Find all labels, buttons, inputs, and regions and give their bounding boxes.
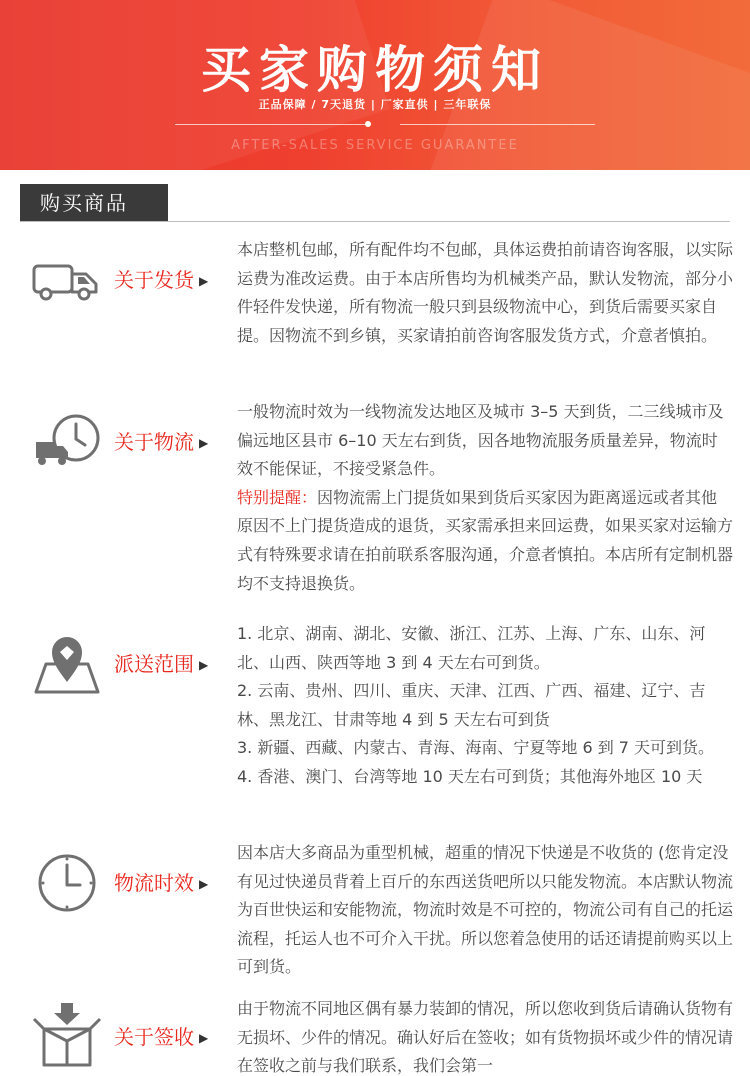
special-notice-label: 特别提醒： (237, 487, 318, 507)
row-description: 由于物流不同地区偶有暴力装卸的情况，所以您收到货后请确认货物有无损坏、少件的情况。确认好后在签收；如有货物损坏或少件的情况请在签收之前与我们联系，我们会第一 (237, 999, 734, 1076)
delivery-truck-icon (30, 250, 104, 314)
banner-divider (400, 124, 595, 125)
arrow-right-icon: ▶ (199, 658, 209, 672)
section-title: 购买商品 (20, 184, 168, 222)
row-description: 1. 北京、湖南、湖北、安徽、浙江、江苏、上海、广东、山东、河北、山西、陕西等地 3 到 4 天左右可到货。 2. 云南、贵州、四川、重庆、天津、江西、广西、福建、辽宁、吉林、黑龙江、甘肃等地 4 到 5 天左右可到货 3. 新疆、西藏、内蒙古、青海、海南、宁夏等地 6 到 7 天可到货。 4. 香港、澳门、台湾等地 10 天左右可到货；其他海外地区 10 天 (237, 624, 715, 786)
truck-clock-icon (30, 408, 104, 472)
banner-english-caption: AFTER-SALES SERVICE GUARANTEE (231, 138, 519, 153)
row-label: 关于签收 ▶ (114, 1025, 209, 1049)
row-label: 关于发货 ▶ (114, 268, 209, 292)
row-label: 物流时效 ▶ (114, 871, 209, 895)
row-description: 一般物流时效为一线物流发达地区及城市 3–5 天到货，二三线城市及偏远地区县市 6–10 天左右到货，因各地物流服务质量差异，物流时效不能保证，不接受紧急件。 特别提醒：因物流需上门提货如果到货后买家因为距离遥远或者其他原因不上门提货造成的退货，买家需承担来回运费，如果买家对运输方式有特殊要求请在拍前联系客服沟通，介意者慎拍。本店所有定制机器均不支持退换货。 (237, 402, 734, 593)
row-label: 派送范围 ▶ (114, 652, 209, 676)
page-title: 买家购物须知 (201, 40, 549, 99)
arrow-right-icon: ▶ (199, 877, 209, 891)
row-label: 关于物流 ▶ (114, 430, 209, 454)
arrow-right-icon: ▶ (199, 274, 209, 288)
package-box-icon (30, 1001, 104, 1065)
banner-subtitle: 正品保障 / 7天退货 | 厂家直供 | 三年联保 (258, 98, 492, 111)
special-notice-text: 因物流需上门提货如果到货后买家因为距离遥远或者其他原因不上门提货造成的退货，买家需承担来回运费，如果买家对运输方式有特殊要求请在拍前联系客服沟通，介意者慎拍。本店所有定制机器均不支持退换货。 (237, 487, 734, 593)
banner-divider (175, 124, 370, 125)
arrow-right-icon: ▶ (199, 436, 209, 450)
map-pin-icon (30, 630, 104, 694)
row-description: 因本店大多商品为重型机械，超重的情况下快递是不收货的 (您肯定没有见过快递员背着上百斤的东西送货吧所以只能发物流。本店默认物流为百世快运和安能物流，物流时效是不可控的，物流公司有自己的托运流程，托运人也不可介入干扰。所以您着急使用的话还请提前购买以上可到货。 (237, 843, 734, 977)
clock-icon (30, 851, 104, 915)
arrow-right-icon: ▶ (199, 1031, 209, 1045)
header-banner (0, 0, 750, 170)
section-divider (20, 221, 730, 222)
banner-dot (365, 121, 371, 127)
row-description: 本店整机包邮，所有配件均不包邮，具体运费拍前请咨询客服，以实际运费为准改运费。由于本店所售均为机械类产品，默认发物流，部分小件轻件发快递，所有物流一般只到县级物流中心，到货后需要买家自提。因物流不到乡镇，买家请拍前咨询客服发货方式，介意者慎拍。 (237, 240, 734, 345)
